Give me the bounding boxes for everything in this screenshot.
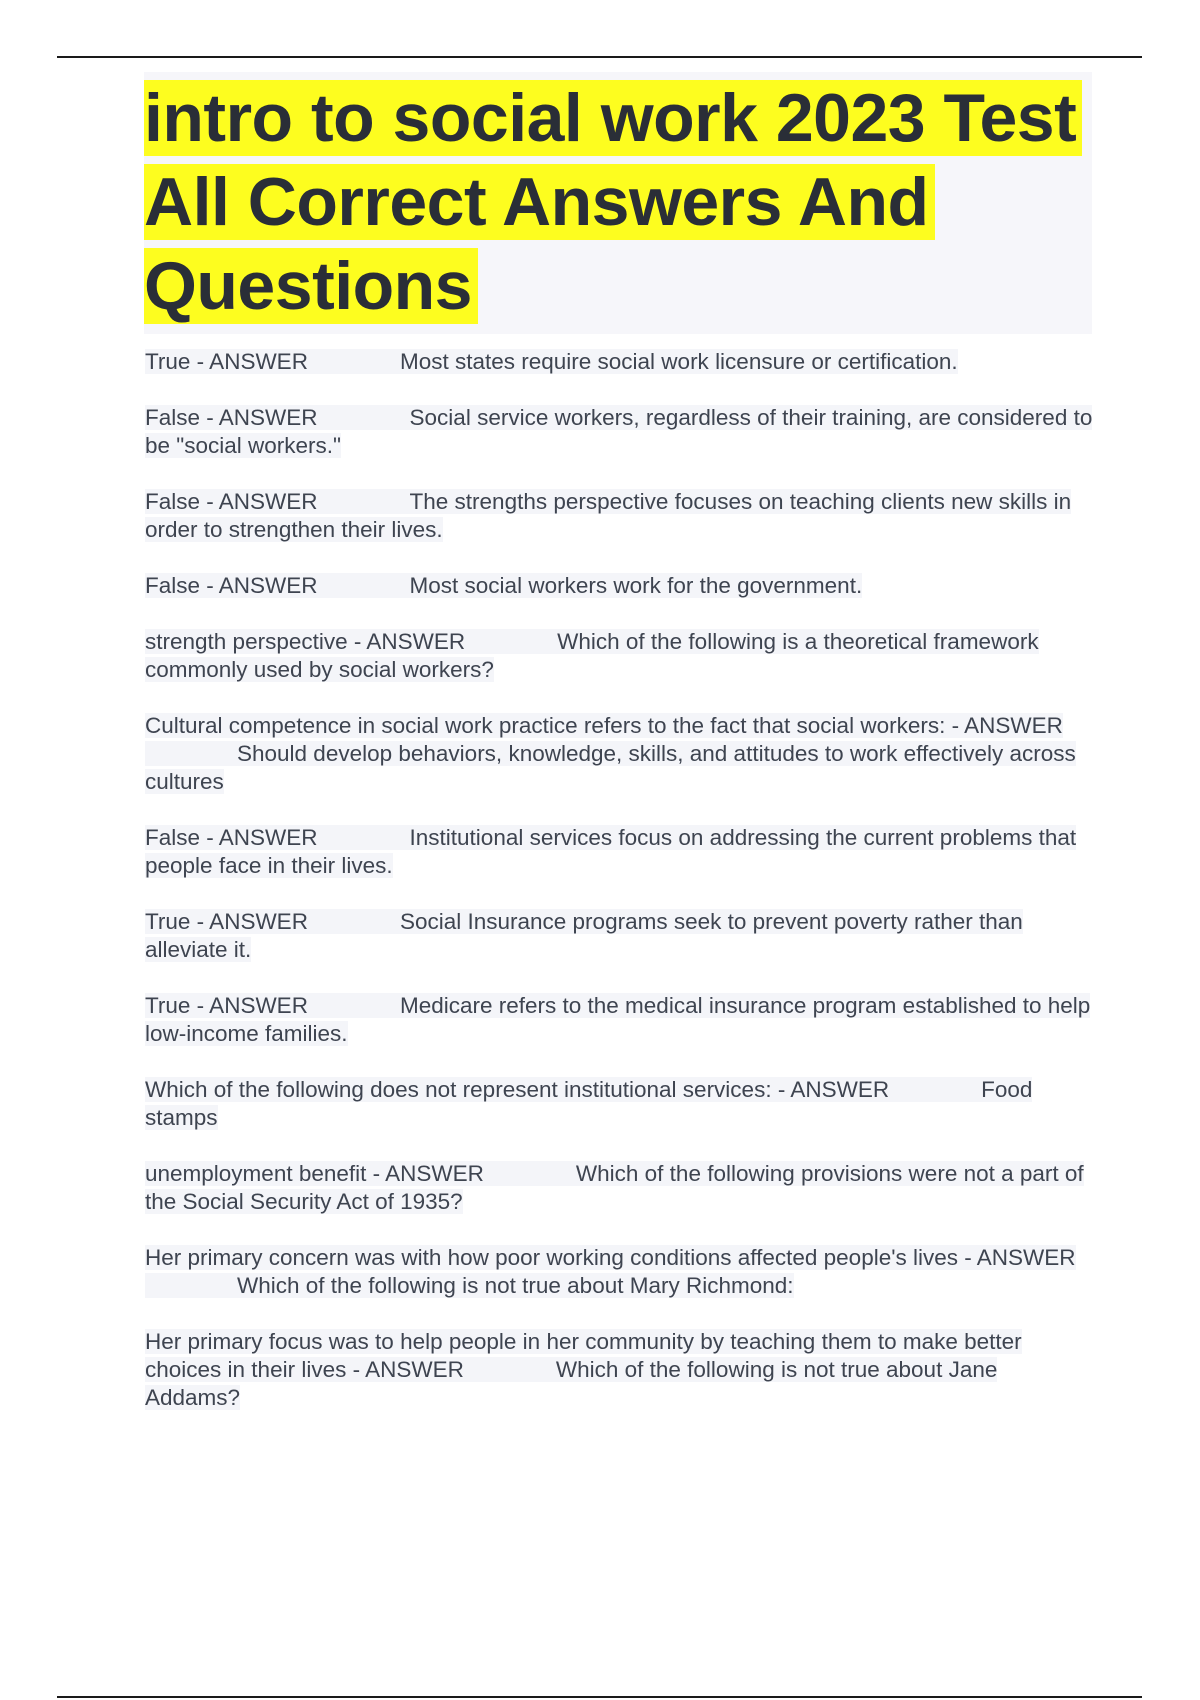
qa-question: Medicare refers to the medical insurance program established to help low-income families. xyxy=(145,993,1091,1046)
qa-item xyxy=(145,488,1095,544)
qa-answer: Cultural competence in social work practice refers to the fact that social workers: - ANSWER xyxy=(145,713,1063,738)
qa-item xyxy=(145,1244,1095,1300)
qa-item xyxy=(145,1160,1095,1216)
qa-item xyxy=(145,908,1095,964)
title-block xyxy=(144,72,1092,334)
qa-answer: False - ANSWER xyxy=(145,573,318,598)
qa-answer: False - ANSWER xyxy=(145,489,318,514)
qa-answer: True - ANSWER xyxy=(145,993,308,1018)
qa-item xyxy=(145,348,1095,376)
qa-question: Which of the following is a theoretical framework commonly used by social workers? xyxy=(145,629,1039,682)
qa-question: Most states require social work licensure or certification. xyxy=(399,349,958,374)
qa-question: Institutional services focus on addressing the current problems that people face in their lives. xyxy=(145,825,1077,878)
top-rule xyxy=(57,56,1142,58)
document-title xyxy=(144,76,1092,328)
qa-item xyxy=(145,712,1095,796)
qa-question: Most social workers work for the government. xyxy=(409,573,863,598)
qa-question: Which of the following is not true about Jane Addams? xyxy=(145,1357,998,1410)
qa-list xyxy=(145,348,1095,1440)
qa-question: Should develop behaviors, knowledge, skills, and attitudes to work effectively across cultures xyxy=(145,741,1076,794)
qa-question: Food stamps xyxy=(145,1077,1033,1130)
qa-answer: Her primary concern was with how poor working conditions affected people's lives - ANSWER xyxy=(145,1245,1076,1270)
qa-answer: strength perspective - ANSWER xyxy=(145,629,466,654)
qa-item xyxy=(145,824,1095,880)
qa-item xyxy=(145,1328,1095,1412)
bottom-rule xyxy=(57,1696,1142,1698)
qa-item xyxy=(145,628,1095,684)
qa-answer: Which of the following does not represent institutional services: - ANSWER xyxy=(145,1077,890,1102)
qa-answer: False - ANSWER xyxy=(145,405,318,430)
qa-question: Social Insurance programs seek to prevent poverty rather than alleviate it. xyxy=(145,909,1023,962)
qa-item xyxy=(145,404,1095,460)
qa-answer: unemployment benefit - ANSWER xyxy=(145,1161,484,1186)
qa-question: Which of the following provisions were not a part of the Social Security Act of 1935? xyxy=(145,1161,1084,1214)
qa-answer: Her primary focus was to help people in her community by teaching them to make better choices in their lives - ANSWER xyxy=(145,1329,1022,1382)
qa-answer: False - ANSWER xyxy=(145,825,318,850)
qa-item xyxy=(145,1076,1095,1132)
qa-answer: True - ANSWER xyxy=(145,909,308,934)
document-title-text: intro to social work 2023 Test All Correct Answers And Questions xyxy=(144,80,1082,324)
qa-answer: True - ANSWER xyxy=(145,349,308,374)
qa-item xyxy=(145,992,1095,1048)
qa-question: The strengths perspective focuses on teaching clients new skills in order to strengthen their lives. xyxy=(145,489,1072,542)
qa-question: Which of the following is not true about Mary Richmond: xyxy=(237,1273,794,1298)
qa-question: Social service workers, regardless of their training, are considered to be "social workers." xyxy=(145,405,1093,458)
qa-item xyxy=(145,572,1095,600)
